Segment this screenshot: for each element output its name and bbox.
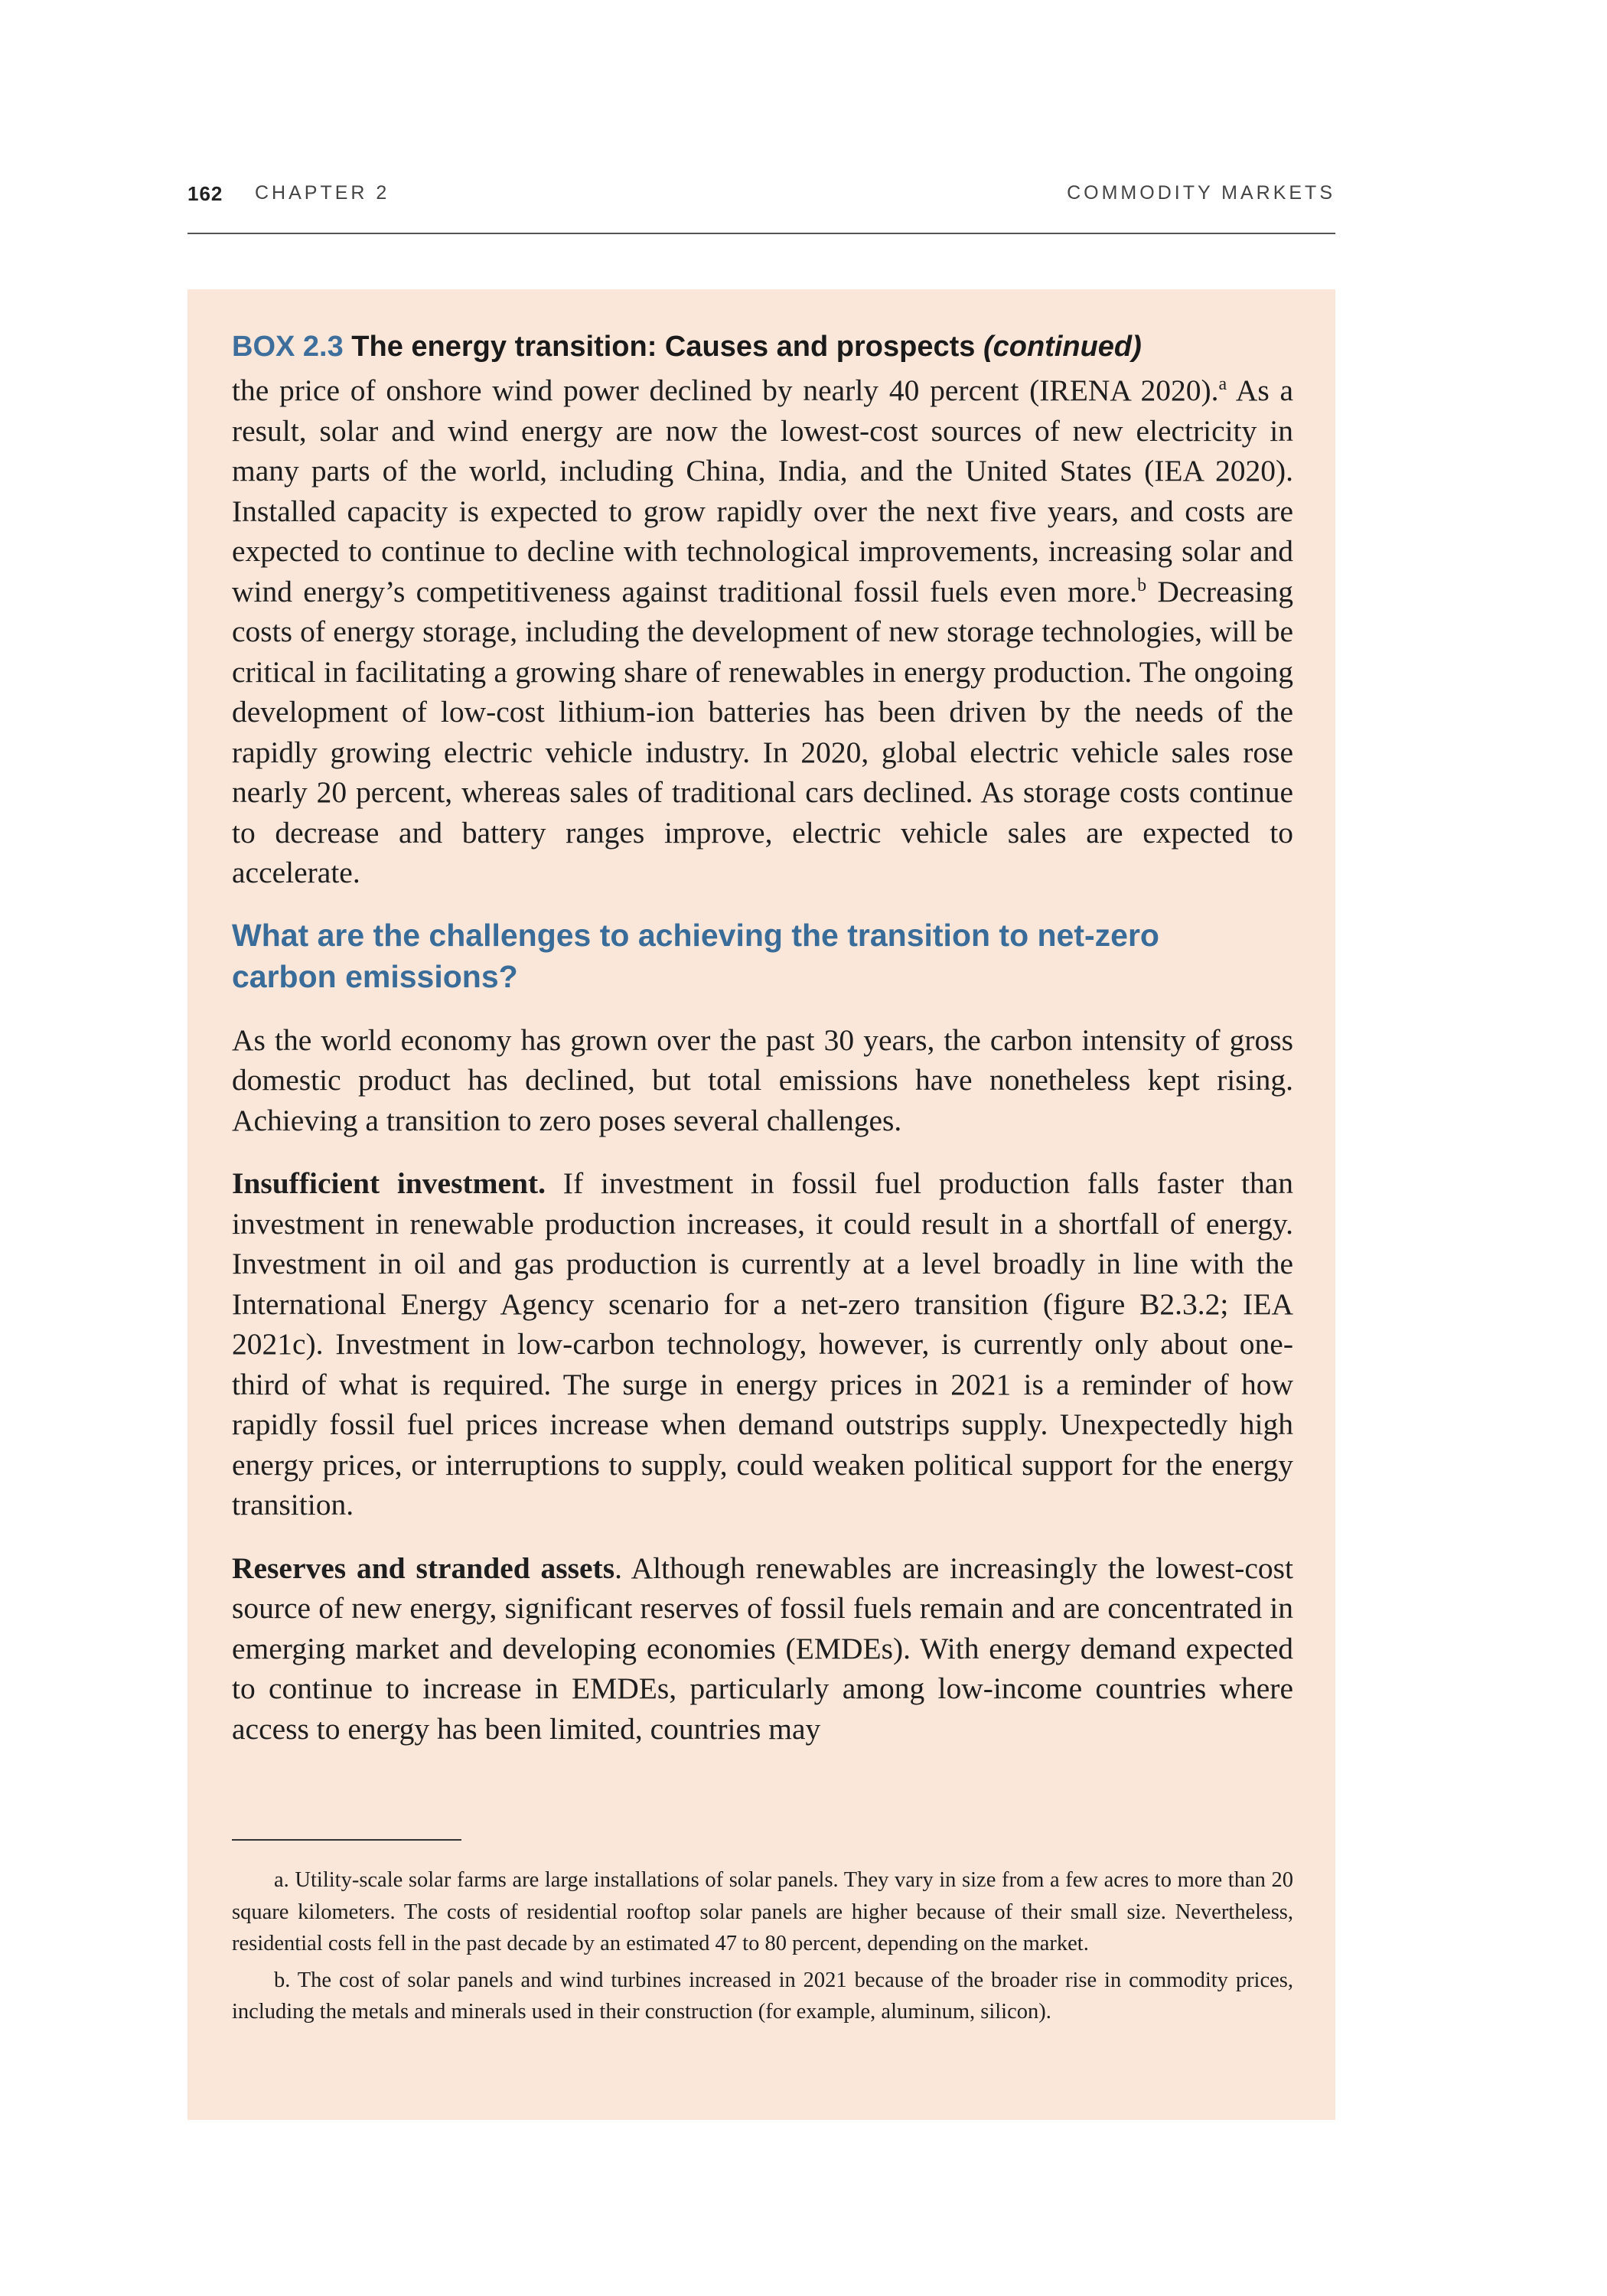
paragraph-renewable-costs [232, 370, 1293, 893]
page-header [187, 182, 1335, 234]
box-label: BOX 2.3 [232, 331, 344, 363]
footnote-ref-b: b [1137, 575, 1147, 595]
box-2-3 [187, 289, 1335, 2120]
box-continued: (continued) [983, 331, 1142, 363]
chapter-label: CHAPTER 2 [255, 182, 390, 204]
paragraph-insufficient-investment [232, 1163, 1293, 1525]
running-title: COMMODITY MARKETS [1067, 182, 1335, 204]
paragraph-text: . Although renewables are increasingly the lowest-cost source of new energy, significant reserves of fossil fuels remain and are concentrated in emerging market and developing economies (EMDEs). With energy demand expected to continue to increase in EMDEs, particularly among low-income countries where access to energy has been limited, countries may [232, 1551, 1293, 1746]
footnote-a: a. Utility-scale solar farms are large installations of solar panels. They vary in size from a few acres to more than 20 square kilometers. The costs of residential rooftop solar panels are higher because of their small size. Nevertheless, residential costs fell in the past decade by an estimated 47 to 80 percent, depending on the market. [232, 1868, 1293, 1955]
footnotes [232, 1864, 1293, 2033]
footnote-ref-a: a [1218, 374, 1227, 394]
box-content [232, 329, 1293, 1749]
paragraph-lead: Insufficient investment. [232, 1166, 546, 1200]
page-number: 162 [187, 182, 223, 205]
paragraph-text: As a result, solar and wind energy are now the lowest-cost sources of new electricity in many parts of the world, including China, India, and the United States (IEA 2020). Installed capacity is expected to grow rapidly over the next five years, and costs are expected to continue to decline with technological improvements, increasing solar and wind energy’s competitiveness against traditional fossil fuels even more. [232, 373, 1293, 608]
paragraph-reserves-stranded-assets [232, 1548, 1293, 1750]
paragraph-text: Decreasing costs of energy storage, including the development of new storage technologies, will be critical in facilitating a growing share of renewables in energy production. The ongoing development of low-cost lithium-ion batteries has been driven by the needs of the rapidly growing electric vehicle industry. In 2020, global electric vehicle sales rose nearly 20 percent, whereas sales of traditional cars declined. As storage costs continue to decrease and battery ranges improve, electric vehicle sales are expected to accelerate. [232, 574, 1293, 889]
box-title [232, 329, 1293, 364]
paragraph-lead: Reserves and stranded assets [232, 1551, 615, 1585]
paragraph-text: If investment in fossil fuel production falls faster than investment in renewable production increases, it could result in a shortfall of energy. Investment in oil and gas production is currently at a level broadly in line with the International Energy Agency scenario for a net-zero transition (figure B2.3.2; IEA 2021c). Investment in low-carbon technology, however, is currently only about one-third of what is required. The surge in energy prices in 2021 is a reminder of how rapidly fossil fuel prices increase when demand outstrips supply. Unexpectedly high energy prices, or interruptions to supply, could weaken political support for the energy transition. [232, 1166, 1293, 1521]
section-subheading: What are the challenges to achieving the transition to net-zero carbon emissions? [232, 917, 1159, 994]
paragraph-challenges-intro: As the world economy has grown over the past 30 years, the carbon intensity of gross domestic product has declined, but total emissions have nonetheless kept rising. Achieving a transition to zero poses several challenges. [232, 1022, 1293, 1137]
footnote-b: b. The cost of solar panels and wind turbines increased in 2021 because of the broader rise in commodity prices, including the metals and minerals used in their construction (for example, aluminum, silicon). [232, 1968, 1293, 2024]
footnote-divider [232, 1839, 461, 1841]
paragraph-text: the price of onshore wind power declined by nearly 40 percent (IRENA 2020). [232, 373, 1219, 407]
box-title-text: The energy transition: Causes and prospects [351, 331, 976, 363]
